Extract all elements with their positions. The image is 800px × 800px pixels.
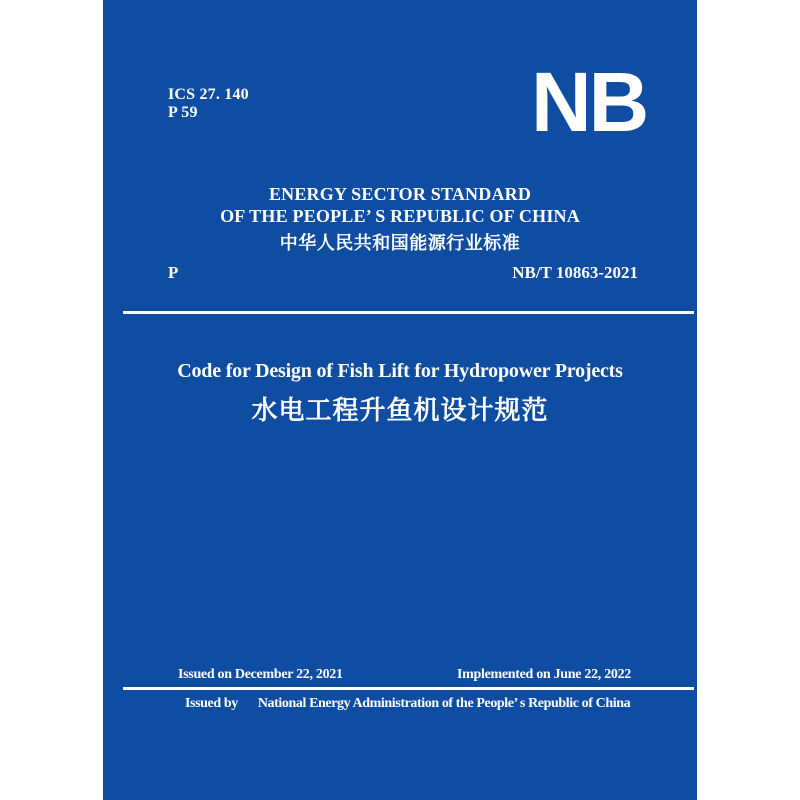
issued-by-value: National Energy Administration of the People’ s Republic of China (257, 696, 631, 711)
standard-name-en-line1: ENERGY SECTOR STANDARD (268, 184, 532, 204)
standard-number: NB/T 10863-2021 (512, 263, 638, 282)
class-and-number-row (168, 263, 638, 283)
dates-row (178, 667, 631, 683)
implemented-date: Implemented on June 22, 2022 (457, 667, 631, 682)
standard-name-en-line2: OF THE PEOPLE’ S REPUBLIC OF CHINA (220, 206, 580, 226)
issuer-gap (238, 696, 258, 712)
ics-classification-block (168, 86, 249, 122)
doc-class: P (168, 263, 179, 282)
title-english: Code for Design of Fish Lift for Hydropower Projects (177, 360, 623, 382)
classification-code: P 59 (168, 104, 198, 121)
header-divider-rule (123, 311, 694, 314)
ics-code: ICS 27. 140 (168, 86, 249, 103)
nb-logo: NB (531, 55, 647, 149)
standard-name-cn: 中华人民共和国能源行业标准 (279, 233, 521, 253)
footer-divider-rule (123, 687, 694, 690)
title-chinese: 水电工程升鱼机设计规范 (251, 396, 549, 425)
issued-date: Issued on December 22, 2021 (178, 667, 343, 682)
standard-cover (103, 0, 697, 800)
issued-by-label: Issued by (185, 696, 238, 711)
issuer-row (185, 696, 677, 712)
